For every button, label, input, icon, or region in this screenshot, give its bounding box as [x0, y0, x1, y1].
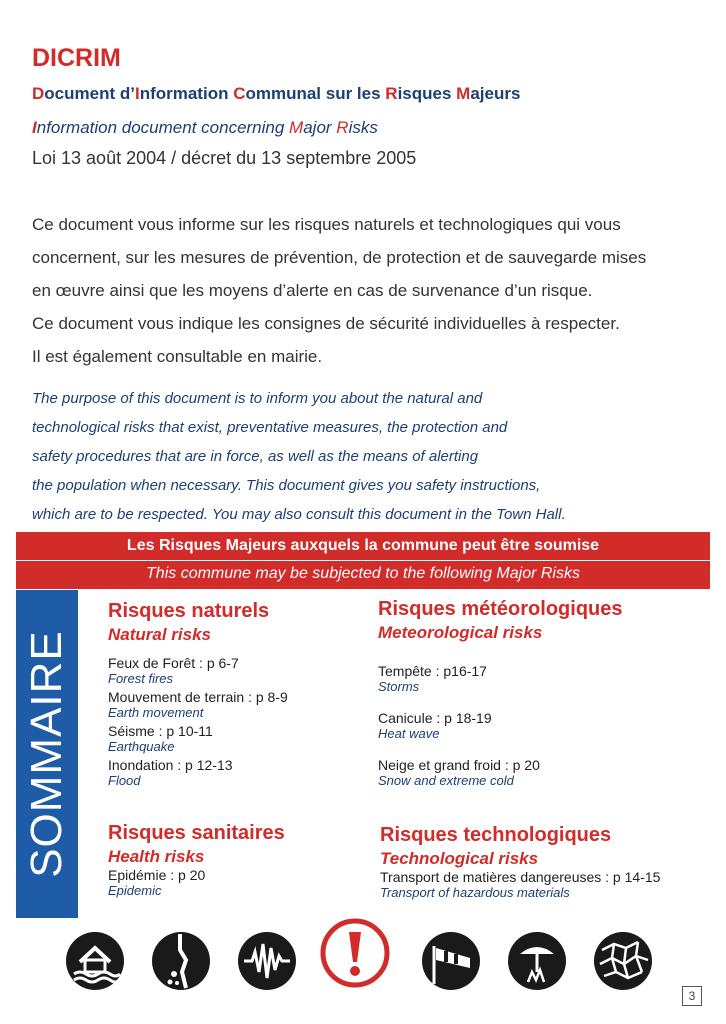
major-risks-banner [16, 532, 710, 588]
meteo-risks-section [378, 598, 623, 788]
intro-fr-line: en œuvre ainsi que les moyens d’alerte en cas de survenance d’un risque. [32, 281, 593, 300]
subtitle-en-rest: ajor [303, 118, 337, 137]
risk-item-fr: Tempête : p16-17 [378, 663, 487, 679]
techno-risks-title: Risques technologiques [380, 824, 612, 846]
risk-item-fr: Neige et grand froid : p 20 [378, 757, 540, 773]
risk-item-en: Transport of hazardous materials [380, 885, 570, 900]
subtitle-fr-rest: isques [397, 84, 457, 103]
subtitle-fr-rest: ommunal sur les [245, 84, 386, 103]
windsock-icon [420, 930, 482, 992]
intro-en-line: The purpose of this document is to inform you about the natural and [32, 390, 483, 407]
techno-risks-subtitle: Technological risks [380, 849, 539, 868]
risk-item-en: Earth movement [108, 705, 204, 720]
subtitle-fr-cap: D [32, 84, 45, 103]
intro-english [32, 384, 712, 529]
health-risks-title: Risques sanitaires [108, 822, 285, 844]
subtitle-french [32, 84, 520, 104]
intro-en-line: the population when necessary. This document gives you safety instructions, [32, 477, 541, 494]
subtitle-en-rest: isks [348, 118, 378, 137]
risk-item-fr: Transport de matières dangereuses : p 14-15 [380, 869, 661, 885]
risk-item-en: Heat wave [378, 726, 440, 741]
subtitle-en-cap: M [289, 118, 304, 137]
banner-french: Les Risques Majeurs auxquels la commune peut être soumise [16, 532, 710, 560]
risk-item-fr: Feux de Forêt : p 6-7 [108, 655, 239, 671]
subtitle-fr-cap: C [233, 84, 246, 103]
natural-risks-title: Risques naturels [108, 600, 270, 622]
page-number: 3 [682, 986, 702, 1006]
intro-en-line: technological risks that exist, preventative measures, the protection and [32, 419, 508, 436]
sommaire-label: SOMMAIRE [22, 630, 71, 878]
flood-house-icon [64, 930, 126, 992]
risk-item-fr: Canicule : p 18-19 [378, 710, 492, 726]
subtitle-fr-cap: I [134, 84, 140, 103]
sommaire-bar [16, 590, 78, 918]
law-reference: Loi 13 août 2004 / décret du 13 septembre 2005 [32, 148, 417, 168]
landslide-icon [150, 930, 212, 992]
meteo-risks-subtitle: Meteorological risks [378, 623, 543, 642]
intro-en-line: which are to be respected. You may also consult this document in the Town Hall. [32, 506, 566, 523]
intro-en-line: safety procedures that are in force, as well as the means of alerting [32, 448, 479, 465]
natural-risks-subtitle: Natural risks [108, 625, 211, 644]
subtitle-fr-rest: ajeurs [470, 84, 521, 103]
seismograph-icon [236, 930, 298, 992]
warning-exclamation-icon [320, 918, 390, 988]
risk-item-en: Snow and extreme cold [378, 773, 514, 788]
cracked-ground-icon [592, 930, 654, 992]
intro-fr-line: Il est également consultable en mairie. [32, 347, 323, 366]
techno-risks-section [380, 824, 660, 900]
intro-fr-line: Ce document vous informe sur les risques naturels et technologiques qui vous [32, 215, 621, 234]
risk-item-en: Epidemic [108, 883, 162, 898]
banner-english: This commune may be subjected to the following Major Risks [16, 560, 710, 589]
intro-fr-line: Ce document vous indique les consignes de sécurité individuelles à respecter. [32, 314, 620, 333]
natural-risks-section [108, 600, 288, 788]
subtitle-en-cap: I [32, 118, 37, 137]
intro-fr-line: concernent, sur les mesures de prévention, de protection et de sauvegarde mises [32, 248, 647, 267]
risk-item-en: Forest fires [108, 671, 174, 686]
risk-item-fr: Séisme : p 10-11 [108, 723, 213, 739]
subtitle-english [32, 118, 378, 138]
intro-french [32, 208, 712, 373]
subtitle-fr-rest: ocument d’ [44, 84, 135, 103]
risk-item-en: Earthquake [108, 739, 175, 754]
document-title: DICRIM [32, 44, 121, 72]
risk-item-fr: Inondation : p 12-13 [108, 757, 233, 773]
heat-sun-icon [506, 930, 568, 992]
risk-item-fr: Epidémie : p 20 [108, 867, 206, 883]
risk-item-en: Storms [378, 679, 420, 694]
health-risks-section [108, 822, 285, 898]
subtitle-fr-cap: M [456, 84, 471, 103]
risk-item-en: Flood [108, 773, 141, 788]
meteo-risks-title: Risques météorologiques [378, 598, 623, 620]
subtitle-en-rest: nformation document concerning [36, 118, 290, 137]
subtitle-fr-cap: R [385, 84, 398, 103]
health-risks-subtitle: Health risks [108, 847, 205, 866]
subtitle-fr-rest: nformation [139, 84, 234, 103]
subtitle-en-cap: R [336, 118, 349, 137]
risk-item-fr: Mouvement de terrain : p 8-9 [108, 689, 288, 705]
